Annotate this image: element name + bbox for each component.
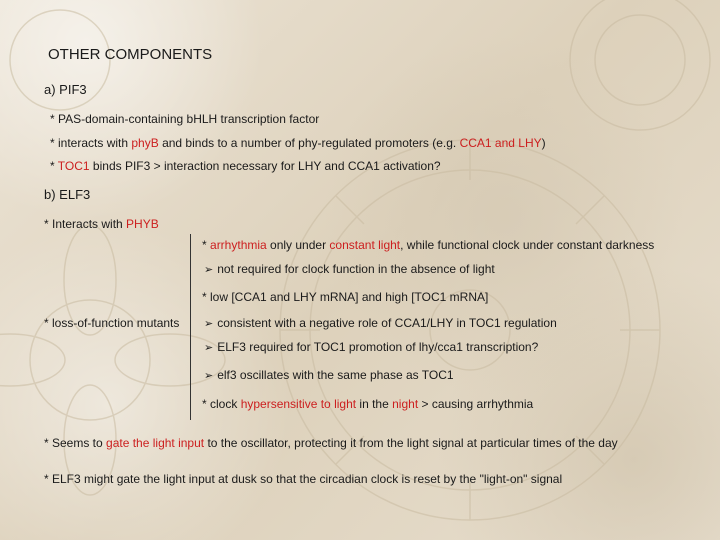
elf3-interacts-line [44,217,159,231]
page-title: OTHER COMPONENTS [48,46,213,63]
arrow-bullet-icon: ➢ [204,370,214,382]
pif3-line-2 [50,136,546,150]
text-segment: to the oscillator, protecting it from the light signal at particular times of the day [204,436,618,450]
text-segment: in the [356,397,393,411]
highlight-text: gate the light input [106,436,205,450]
highlight-text: night [392,397,419,411]
elf3-required-line [204,340,538,355]
text-segment: > causing arrhythmia [418,397,534,411]
text-segment: * [50,159,58,173]
text-segment: ELF3 required for TOC1 promotion of lhy/cca1 transcription? [217,340,539,354]
highlight-text: phyB [131,136,159,150]
elf3-arrhythmia-line [202,238,654,252]
text-segment: and binds to a number of phy-regulated promoters (e.g. [158,136,460,150]
text-segment: consistent with a negative role of CCA1/LHY in TOC1 regulation [217,316,557,330]
elf3-consistent-line [204,316,557,331]
highlight-text: TOC1 [57,159,90,173]
text-segment: * interacts with [50,136,132,150]
pif3-line-1: * PAS-domain-containing bHLH transcription factor [50,112,320,126]
elf3-low-line: * low [CCA1 and LHY mRNA] and high [TOC1 mRNA] [202,290,489,304]
arrow-bullet-icon: ➢ [204,318,214,330]
text-segment: * Seems to [44,436,107,450]
highlight-text: arrhythmia [210,238,267,252]
elf3-heading: b) ELF3 [44,187,91,202]
elf3-might-line: * ELF3 might gate the light input at dusk so that the circadian clock is reset by the "light-on" signal [44,472,563,486]
highlight-text: PHYB [126,217,159,231]
text-segment: ) [541,136,546,150]
highlight-text: constant light [329,238,401,252]
elf3-seems-line [44,436,618,450]
text-segment: not required for clock function in the absence of light [217,262,495,276]
text-segment: * [202,238,211,252]
text-segment: * clock [202,397,241,411]
text-segment: binds PIF3 > interaction necessary for LHY and CCA1 activation? [89,159,441,173]
pif3-line-3 [50,159,441,173]
text-segment: , while functional clock under constant darkness [400,238,655,252]
elf3-not-required-line [204,262,495,277]
elf3-oscillates-line [204,368,454,383]
text-segment: elf3 oscillates with the same phase as TOC1 [217,368,454,382]
elf3-clock-line [202,397,533,411]
highlight-text: hypersensitive to light [240,397,357,411]
text-segment: only under [266,238,330,252]
arrow-bullet-icon: ➢ [204,342,214,354]
elf3-lof-label: * loss-of-function mutants [44,316,180,330]
text-segment: * Interacts with [44,217,127,231]
arrow-bullet-icon: ➢ [204,264,214,276]
highlight-text: CCA1 and LHY [459,136,542,150]
bracket-divider [190,234,191,420]
pif3-heading: a) PIF3 [44,82,87,97]
